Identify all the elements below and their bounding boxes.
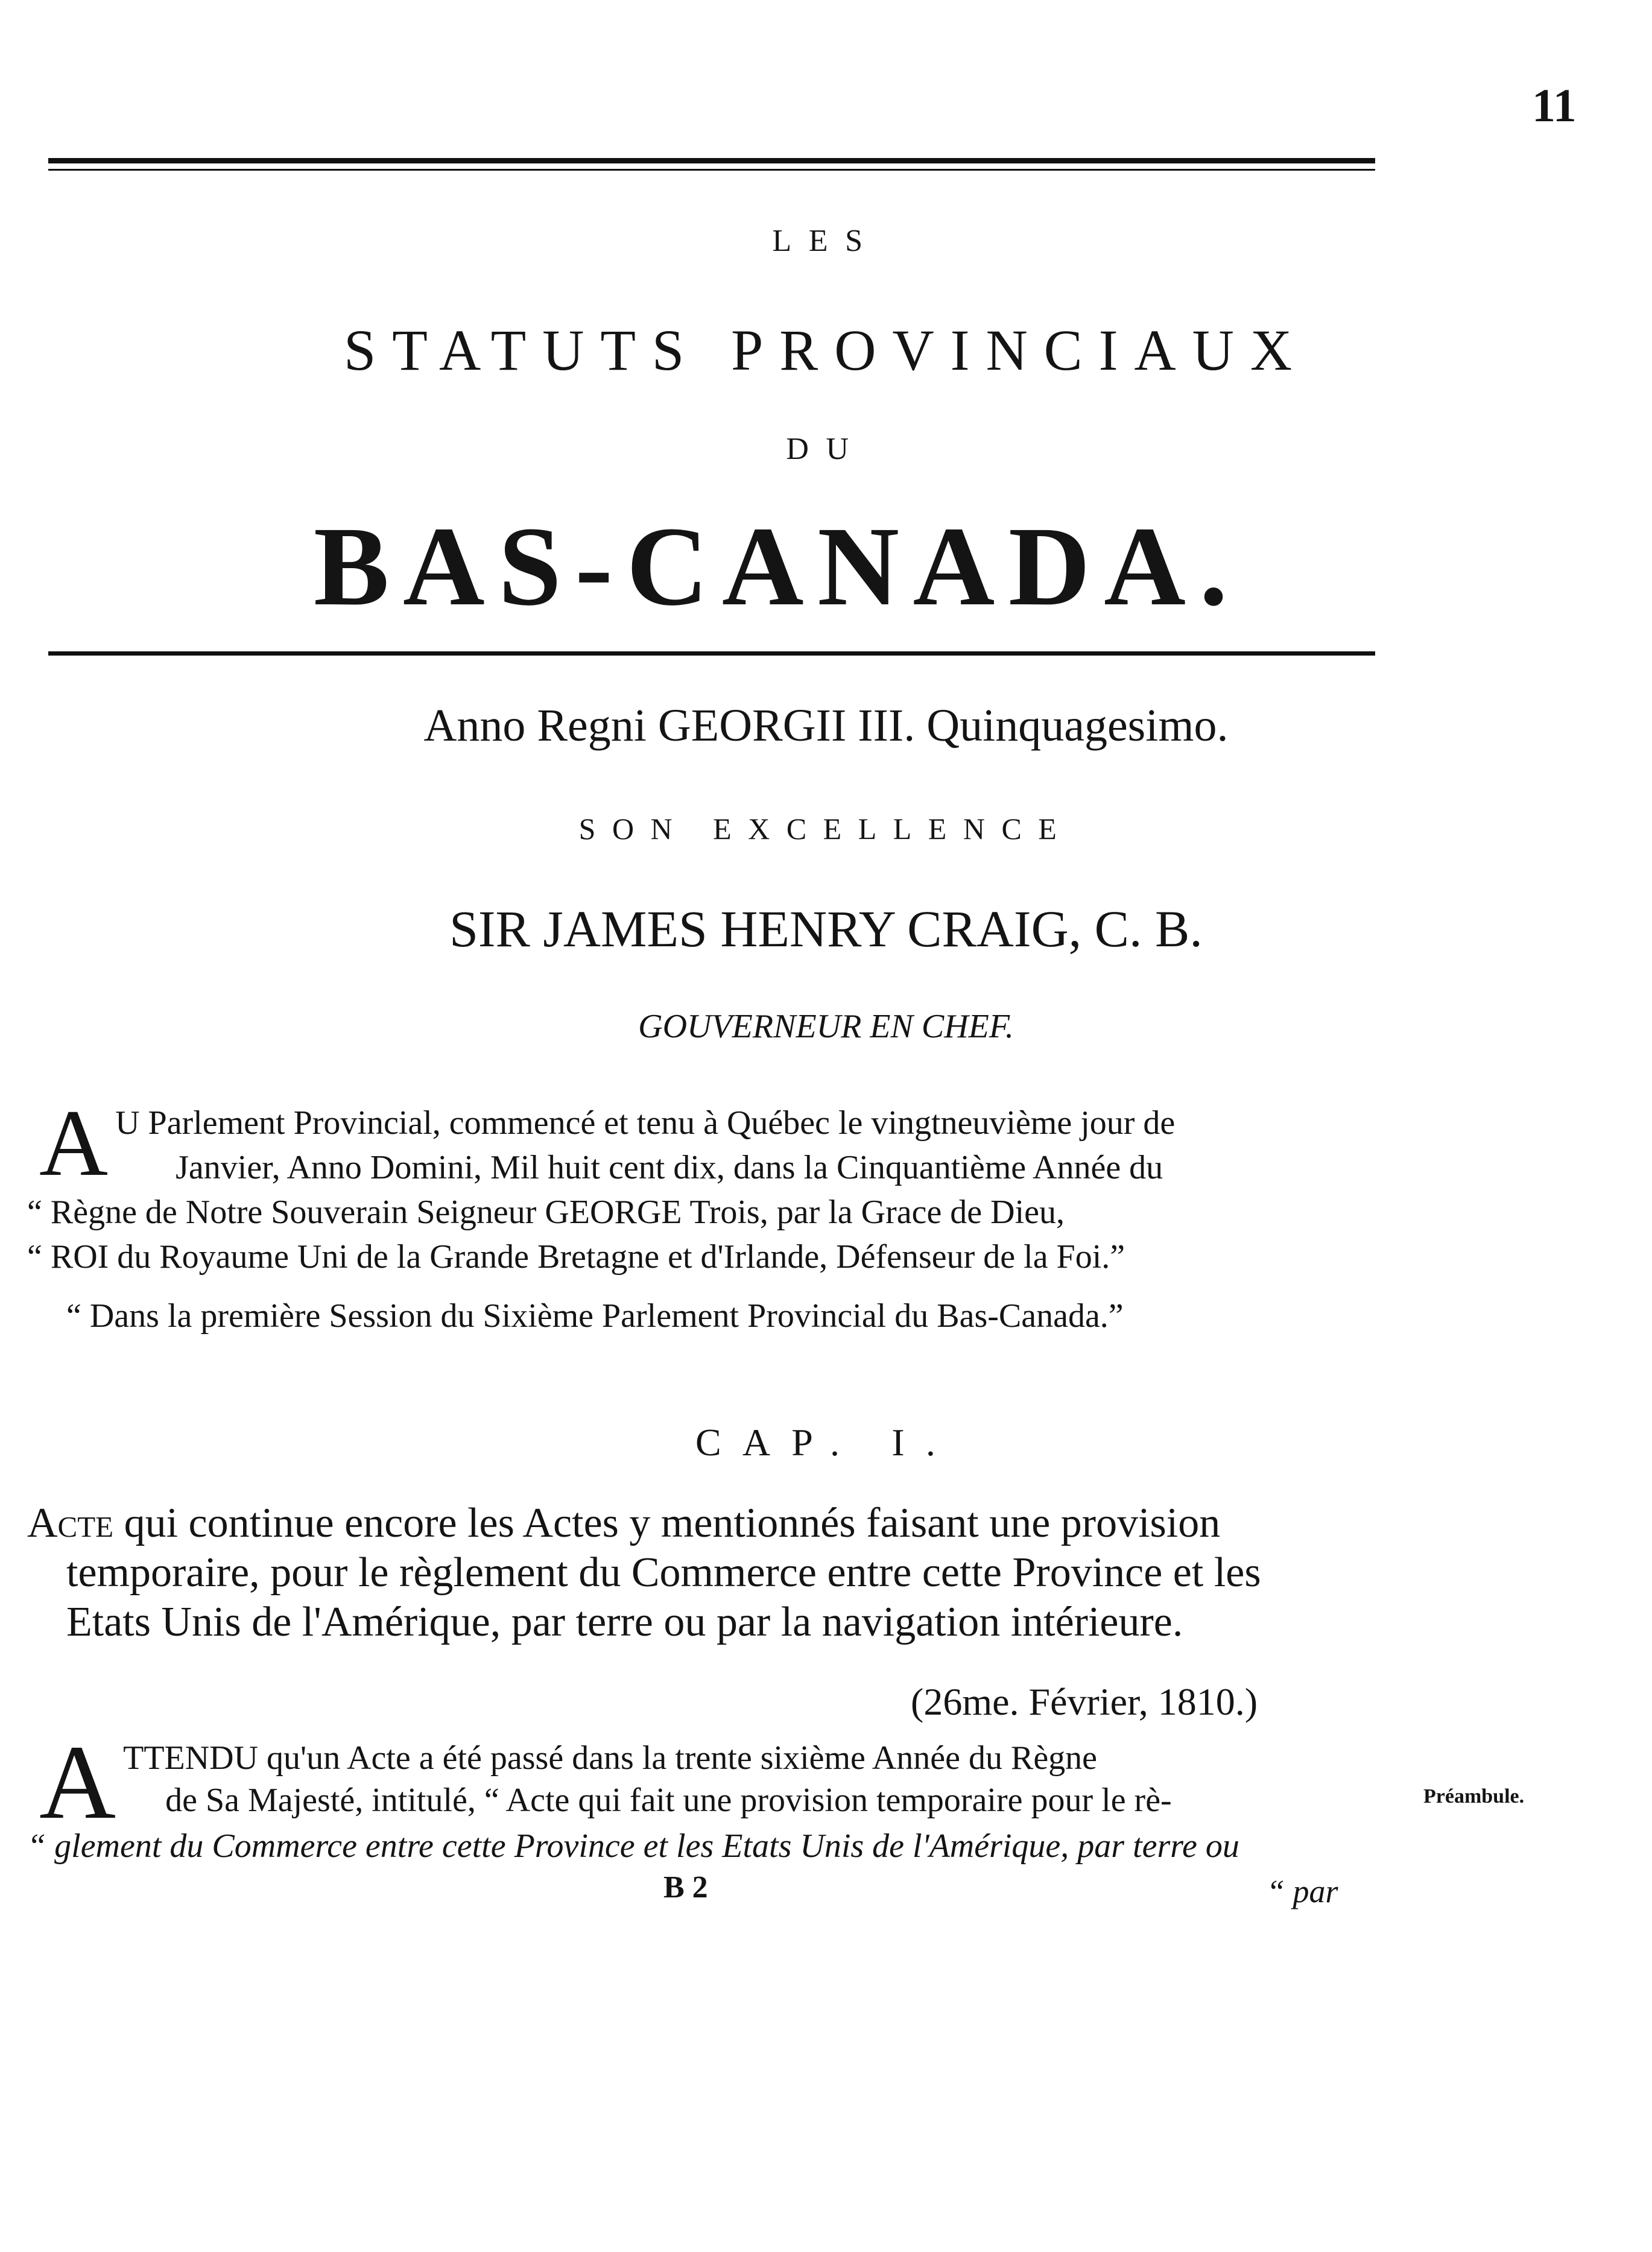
act-date: (26me. Février, 1810.): [911, 1680, 1258, 1723]
preamble-line: “ glement du Commerce entre cette Province et les Etats Unis de l'Amérique, par terre ou: [27, 1827, 1239, 1865]
chapter-heading: CAP. I.: [695, 1421, 957, 1464]
proclamation-line: U Parlement Provincial, commencé et tenu à Québec le vingtneuvième jour de: [115, 1104, 1176, 1142]
session-line: “ Dans la première Session du Sixième Parlement Provincial du Bas-Canada.”: [66, 1297, 1124, 1335]
preamble-paragraph: [27, 1724, 1372, 1867]
proclamation-line: “ Règne de Notre Souverain Seigneur GEORGE Trois, par la Grace de Dieu,: [27, 1194, 1065, 1231]
title-statuts-provinciaux: STATUTS PROVINCIAUX: [343, 318, 1309, 382]
header-top-rule-thick: [48, 158, 1375, 163]
son-excellence: SON EXCELLENCE: [578, 812, 1074, 846]
preamble-line: de Sa Majesté, intitulé, “ Acte qui fait une provision temporaire pour le rè-: [165, 1782, 1172, 1819]
signature-mark: B 2: [663, 1870, 708, 1905]
title-bas-canada: BAS-CANADA.: [314, 503, 1242, 629]
preamble-line: TTENDU qu'un Acte a été passé dans la trente sixième Année du Règne: [123, 1739, 1098, 1777]
proclamation-paragraph: [27, 1090, 1372, 1279]
act-title-line: qui continue encore les Actes y mentionnés faisant une provision: [124, 1500, 1221, 1546]
title-du: DU: [786, 432, 866, 466]
act-title-lead: Acte: [27, 1500, 114, 1546]
governor-title: GOUVERNEUR EN CHEF.: [638, 1008, 1014, 1045]
anno-regni-line: Anno Regni GEORGII III. Quinquagesimo.: [423, 700, 1229, 751]
title-bottom-rule: [48, 651, 1375, 656]
header-top-rule-thin: [48, 169, 1375, 171]
proclamation-line: “ ROI du Royaume Uni de la Grande Bretagne et d'Irlande, Défenseur de la Foi.”: [27, 1238, 1125, 1276]
proclamation-line: Janvier, Anno Domini, Mil huit cent dix, dans la Cinquantième Année du: [176, 1149, 1163, 1186]
governor-name: SIR JAMES HENRY CRAIG, C. B.: [449, 900, 1203, 958]
page-number: 11: [1532, 79, 1577, 131]
margin-note-preambule: Préambule.: [1423, 1785, 1525, 1808]
catchword: “ par: [1267, 1873, 1338, 1909]
act-title-line: temporaire, pour le règlement du Commerce entre cette Province et les: [66, 1549, 1261, 1596]
proclamation-dropcap: A: [39, 1090, 109, 1196]
title-les: LES: [772, 224, 880, 258]
act-title-line: Etats Unis de l'Amérique, par terre ou par la navigation intérieure.: [66, 1599, 1183, 1645]
preamble-dropcap: A: [39, 1724, 116, 1841]
act-title: [27, 1499, 1378, 1647]
